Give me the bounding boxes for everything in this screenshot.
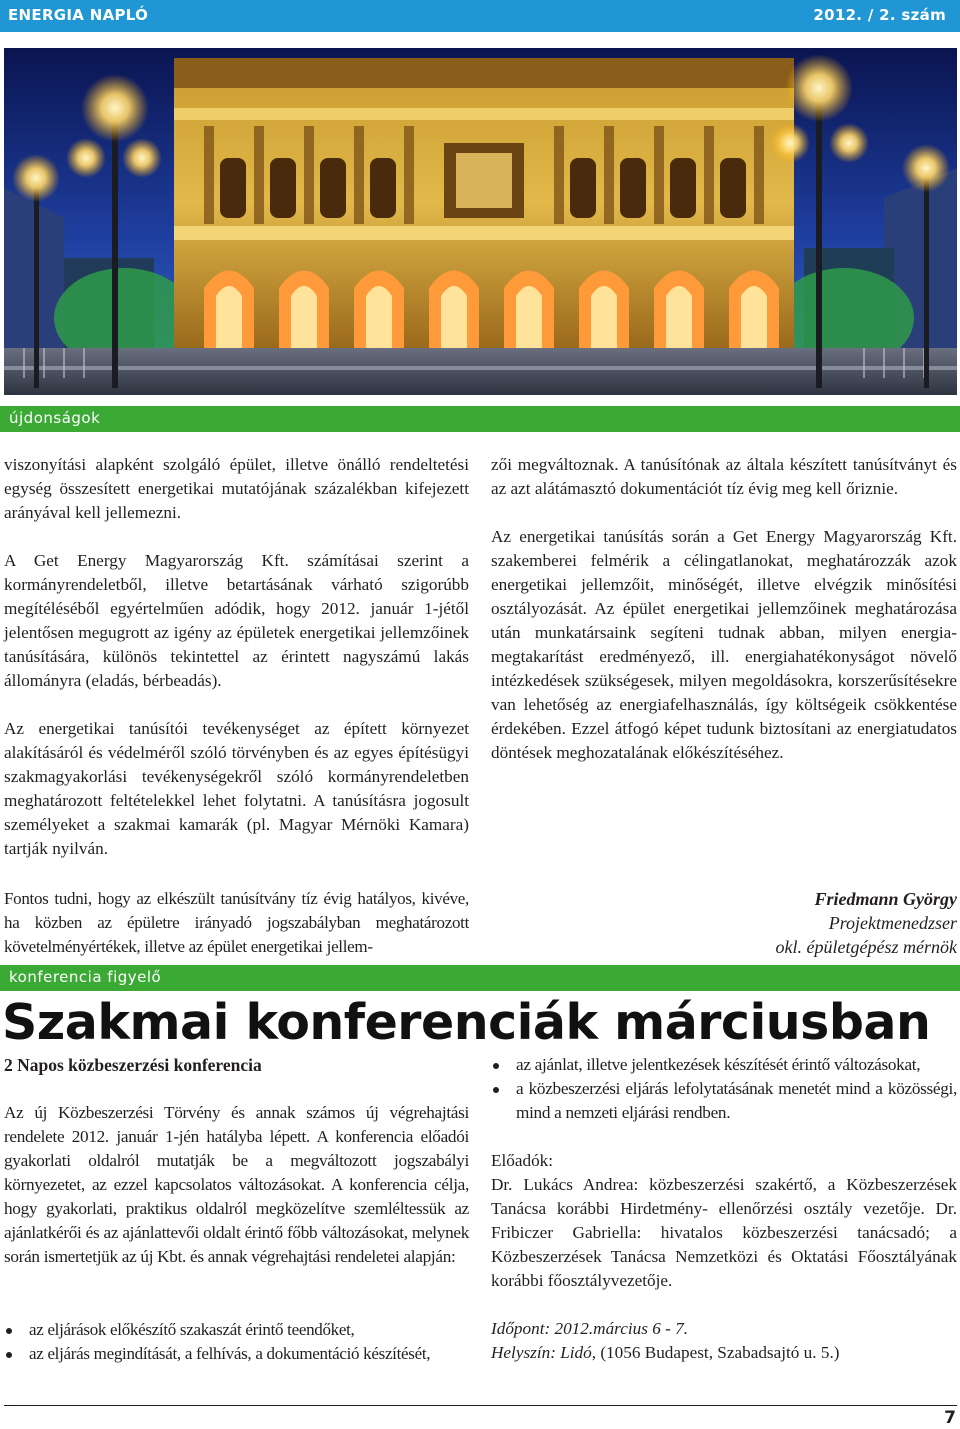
event-info bbox=[491, 1317, 957, 1365]
list-item: a közbeszerzési eljárás lefolytatásának menetét mind a közösségi, mind a nemzeti eljárási rendben. bbox=[491, 1077, 957, 1125]
event-date: Időpont: 2012.március 6 - 7. bbox=[491, 1319, 689, 1338]
conference-bullets-left bbox=[4, 1318, 474, 1366]
section-label: konferencia figyelő bbox=[9, 968, 162, 986]
event-venue-label: Helyszín: Lidó, bbox=[491, 1343, 597, 1362]
section-label: újdonságok bbox=[9, 409, 101, 427]
article-left-column bbox=[4, 453, 469, 885]
conference-intro: Az új Közbeszerzési Törvény és annak számos új végrehajtási rendelete 2012. január 1-jén hatályba lépett. A konferencia előadói gyakorlati oldalról mutatják be a megváltozott jogszabályi környezetet, az ezzel kapcsolatos változásokat. A konferencia célja, hogy gyakorlati, praktikus oldalról megközelítve szemléltessük az ajánlatkérői és az ajánlattevői oldalt érintő főbb változásokat, melynek során ismertetjük az új Kbt. és annak végrehajtási rendeletei alapján: bbox=[4, 1103, 469, 1266]
speakers-block bbox=[491, 1149, 957, 1293]
page-header bbox=[0, 0, 960, 32]
author-signature bbox=[776, 887, 957, 959]
page-number: 7 bbox=[944, 1408, 956, 1428]
fontos-paragraph: Fontos tudni, hogy az elkészült tanúsítvány tíz évig hatályos, kivéve, ha közben az épületre irányadó jogszabályban meghatározott követelményértékek, illetve az épület energetikai jellem- bbox=[4, 889, 469, 956]
conference-right-column bbox=[491, 1053, 957, 1389]
list-item: az eljárások előkészítő szakaszát érintő teendőket, bbox=[4, 1318, 474, 1342]
paragraph: viszonyítási alapként szolgáló épület, illetve önálló rendeltetési egység összesített energetikai mutatójának százalékban kifejezett arányával kell jellemezni. bbox=[4, 455, 469, 522]
paragraph: A Get Energy Magyarország Kft. számításai szerint a kormányrendeletből, illetve betartásának várható szigorúbb megítéléséből egyértelműen adódik, hogy 2012. január 1-jétől jelentősen megugrott az igény az épületek energetikai jellemzőinek tanúsítására, különös tekintettel az érintett nagyszámú lakás állományra (eladás, bérbeadás). bbox=[4, 551, 469, 690]
section-bar-konferencia bbox=[0, 965, 960, 991]
footer-rule bbox=[4, 1405, 957, 1406]
event-venue-address: (1056 Budapest, Szabadsajtó u. 5.) bbox=[596, 1343, 840, 1362]
list-item: az ajánlat, illetve jelentkezések készítését érintő változásokat, bbox=[491, 1053, 957, 1077]
conference-subheading: 2 Napos közbeszerzési konferencia bbox=[4, 1055, 262, 1075]
author-name: Friedmann György bbox=[814, 889, 957, 909]
headline: Szakmai konferenciák márciusban bbox=[2, 994, 931, 1051]
paragraph: Az energetikai tanúsítói tevékenységet az épített környezet alakításáról és védelméről szóló törvényben és az egyes építésügyi szakmagyakorlási tevékenységekről szóló kormányrendeletben meghatározott feltételekkel lehet folytatni. A tanúsításra jogosult személyeket a szakmai kamarák (pl. Magyar Mérnöki Kamara) tartják nyilván. bbox=[4, 719, 469, 858]
opera-house-photo bbox=[4, 48, 957, 395]
publication-name: ENERGIA NAPLÓ bbox=[8, 6, 149, 24]
conference-left-column bbox=[4, 1101, 469, 1293]
section-bar-ujdonsagok bbox=[0, 406, 960, 432]
speakers-text: Dr. Lukács Andrea: közbeszerzési szakértő, a Közbeszerzések Tanácsa korábbi Hirdetmény- ellenőrzési osztály vezetője. Dr. Fribiczer Gabriella: hivatalos közbeszerzési tanácsadó; a Közbeszerzések Tanácsa Nemzetközi és Oktatási Főosztályának korábbi főosztályvezetője. bbox=[491, 1175, 957, 1290]
paragraph: zői megváltoznak. A tanúsítónak az általa készített tanúsítványt és az azt alátámasztó dokumentációt tíz évig meg kell őriznie. bbox=[491, 455, 957, 498]
list-item: az eljárás megindítását, a felhívás, a dokumentáció készítését, bbox=[4, 1342, 474, 1366]
issue-number: 2012. / 2. szám bbox=[813, 6, 946, 24]
author-title: okl. épületgépész mérnök bbox=[775, 937, 957, 957]
author-role: Projektmenedzser bbox=[828, 913, 957, 933]
article-right-column bbox=[491, 453, 957, 789]
conference-bullets-right bbox=[491, 1053, 957, 1125]
speakers-label: Előadók: bbox=[491, 1151, 554, 1170]
paragraph: Az energetikai tanúsítás során a Get Energy Magyarország Kft. szakemberei felmérik a célingatlanokat, meghatározzák azok energetikai jellemzőit, minőségét, illetve elvégzik minősítési osztályozását. Az épület energetikai jellemzőinek meghatározása után munkatársaink segíteni tudnak abban, milyen energia-megtakarítást eredményező, ill. energiahatékonyságot növelő intézkedések szükségesek, milyen megoldásokra, korszerűsítésekre van lehetőség az energiafelhasználás, így költségeik csökkentése érdekében. Ezzel átfogó képet tudunk biztosítani az energiatudatos döntések meghozatalának előkészítéséhez. bbox=[491, 527, 957, 762]
